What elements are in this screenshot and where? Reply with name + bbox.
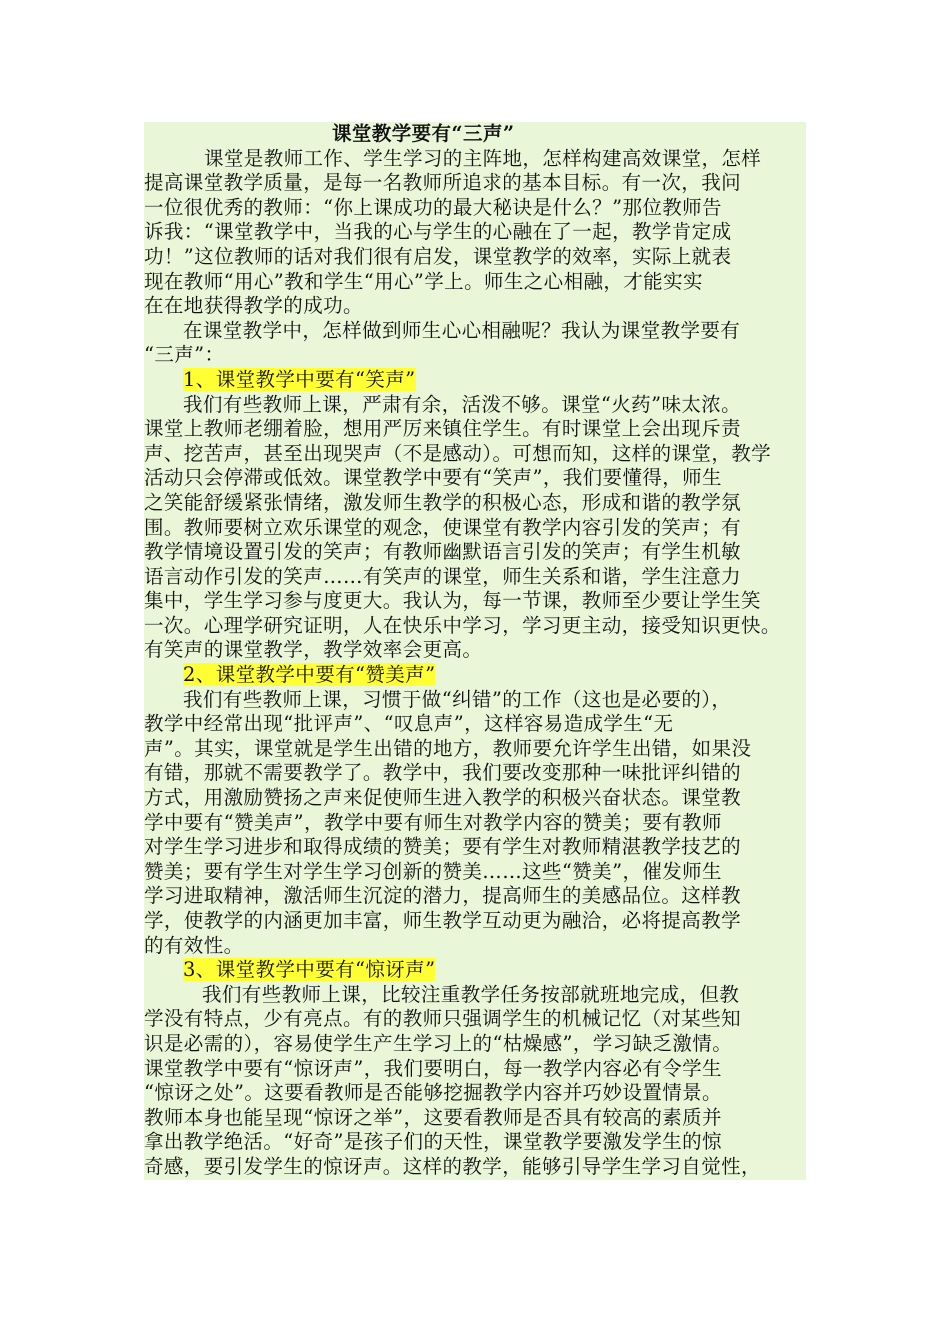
highlighted-heading-text: 2、课堂教学中要有“赞美声”: [183, 663, 436, 687]
paragraph-line: 围。教师要树立欢乐课堂的观念，使课堂有教学内容引发的笑声；有: [144, 515, 742, 539]
paragraph-line: 的有效性。: [144, 933, 244, 957]
paragraph-line: 提高课堂教学质量，是每一名教师所追求的基本目标。有一次，我问: [144, 171, 742, 195]
paragraph-line: 学习进取精神，激活师生沉淀的潜力，提高师生的美感品位。这样教: [144, 884, 742, 908]
paragraph-line: 我们有些教师上课，严肃有余，活泼不够。课堂“火药”味太浓。: [183, 392, 742, 416]
paragraph-line: 声”。其实，课堂就是学生出错的地方，教师要允许学生出错，如果没: [144, 736, 752, 760]
document-title: 课堂教学要有“三声”: [332, 122, 515, 145]
paragraph-line: 学中要有“赞美声”，教学中要有师生对教学内容的赞美；要有教师: [144, 810, 722, 834]
paragraph-line: 我们有些教师上课，比较注重教学任务按部就班地完成，但教: [202, 982, 740, 1006]
highlighted-heading-text: 1、课堂教学中要有“笑声”: [183, 367, 416, 391]
paragraph-line: 现在教师“用心”教和学生“用心”学上。师生之心相融，才能实实: [144, 269, 703, 293]
highlighted-heading-text: 3、课堂教学中要有“惊讶声”: [183, 958, 436, 982]
paragraph-line: 课堂上教师老绷着脸，想用严厉来镇住学生。有时课堂上会出现斥责: [144, 417, 742, 441]
paragraph-line: 课堂是教师工作、学生学习的主阵地，怎样构建高效课堂，怎样: [204, 146, 762, 170]
paragraph-line: 在课堂教学中，怎样做到师生心心相融呢？我认为课堂教学要有: [183, 318, 741, 342]
paragraph-line: 对学生学习进步和取得成绩的赞美；要有学生对教师精湛教学技艺的: [144, 835, 742, 859]
section-heading-2: [144, 663, 806, 688]
paragraph-line: 学，使教学的内涵更加丰富，师生教学互动更为融洽，必将提高教学: [144, 909, 742, 932]
paragraph-line: 教学中经常出现“批评声”、“叹息声”，这样容易造成学生“无: [144, 712, 674, 736]
paragraph-line: 教学情境设置引发的笑声；有教师幽默语言引发的笑声；有学生机敏: [144, 540, 742, 564]
paragraph-line: “三声”：: [144, 343, 225, 367]
paragraph-line: 一位很优秀的教师：“你上课成功的最大秘诀是什么？”那位教师告: [144, 195, 722, 219]
paragraph-line: 我们有些教师上课，习惯于做“纠错”的工作（这也是必要的），: [183, 687, 732, 711]
paragraph-line: 语言动作引发的笑声……有笑声的课堂，师生关系和谐，学生注意力: [144, 564, 742, 588]
paragraph-line: 在在地获得教学的成功。: [144, 294, 363, 318]
paragraph-line: 教师本身也能呈现“惊讶之举”，这要看教师是否具有较高的素质并: [144, 1105, 722, 1129]
paragraph-line: “惊讶之处”。这要看教师是否能够挖掘教学内容并巧妙设置情景。: [144, 1081, 722, 1105]
paragraph-line: 赞美；要有学生对学生学习创新的赞美……这些“赞美”，催发师生: [144, 859, 722, 883]
paragraph-line: 活动只会停滞或低效。课堂教学中要有“笑声”，我们要懂得，师生: [144, 466, 722, 490]
paragraph-line: 有错，那就不需要教学了。教学中，我们要改变那种一味批评纠错的: [144, 761, 742, 785]
paragraph-line: 识是必需的），容易使学生产生学习上的“枯燥感”，学习缺乏激情。: [144, 1031, 733, 1055]
paragraph-line: 有笑声的课堂教学，教学效率会更高。: [144, 638, 483, 662]
paragraph-line: 一次。心理学研究证明，人在快乐中学习，学习更主动，接受知识更快。: [144, 613, 781, 637]
paragraph-line: 声、挖苦声，甚至出现哭声（不是感动）。可想而知，这样的课堂，教学: [144, 441, 772, 465]
paragraph-line: 诉我：“课堂教学中，当我的心与学生的心融在了一起，教学肯定成: [144, 220, 732, 244]
section-heading-3: [144, 958, 806, 983]
paragraph-line: 方式，用激励赞扬之声来促使师生进入教学的积极兴奋状态。课堂教: [144, 786, 742, 810]
paragraph-line: 拿出教学绝活。“好奇”是孩子们的天性，课堂教学要激发学生的惊: [144, 1130, 722, 1154]
paragraph-line: 功！”这位教师的话对我们很有启发，课堂教学的效率，实际上就表: [144, 244, 732, 268]
paragraph-line: 课堂教学中要有“惊讶声”，我们要明白，每一教学内容必有令学生: [144, 1056, 722, 1080]
paragraph-line: 学没有特点，少有亮点。有的教师只强调学生的机械记忆（对某些知: [144, 1007, 742, 1031]
section-heading-1: [144, 368, 806, 393]
paragraph-line: 之笑能舒缓紧张情绪，激发师生教学的积极心态，形成和谐的教学氛: [144, 490, 742, 514]
paragraph-line: 奇感，要引发学生的惊讶声。这样的教学，能够引导学生学习自觉性，: [144, 1154, 761, 1178]
paragraph-line: 集中，学生学习参与度更大。我认为，每一节课，教师至少要让学生笑: [144, 589, 761, 613]
document-body: [144, 122, 806, 1180]
